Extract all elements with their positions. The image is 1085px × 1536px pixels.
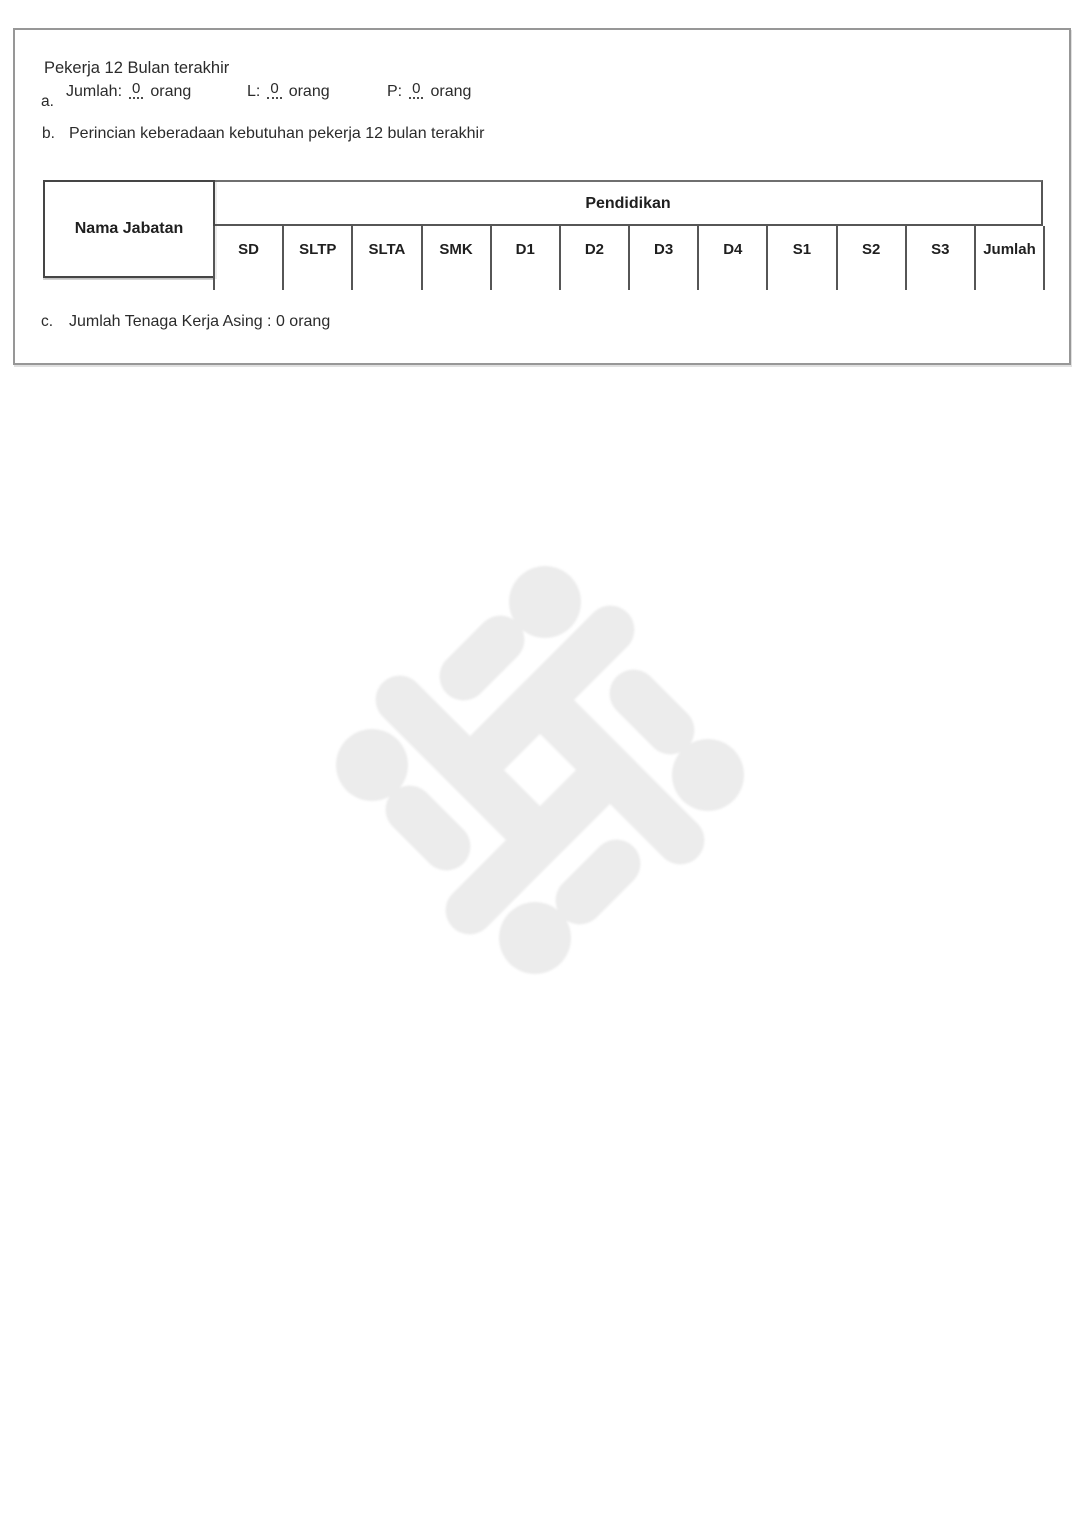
table-column-header-d2: D2 <box>559 226 628 290</box>
table-header-pendidikan: Pendidikan <box>215 180 1043 226</box>
field-value-blank: 0 <box>267 81 281 99</box>
table-subheader-row <box>213 226 1045 290</box>
table-column-header-sltp: SLTP <box>282 226 351 290</box>
table-column-header-slta: SLTA <box>351 226 420 290</box>
table-column-header-d4: D4 <box>697 226 766 290</box>
table-column-header-jumlah: Jumlah <box>974 226 1045 290</box>
table-column-header-s3: S3 <box>905 226 974 290</box>
field-unit: orang <box>150 83 192 100</box>
item-a-label: a. <box>41 93 54 110</box>
field-jumlah-perempuan <box>387 80 472 102</box>
form-section-box <box>13 28 1071 365</box>
field-label: L: <box>247 83 261 100</box>
table-column-header-smk: SMK <box>421 226 490 290</box>
table-column-header-s2: S2 <box>836 226 905 290</box>
field-jumlah-total <box>66 80 192 102</box>
item-b-label: b. <box>42 125 55 142</box>
table-column-header-s1: S1 <box>766 226 835 290</box>
kemnaker-watermark-logo <box>325 555 755 985</box>
field-label: Jumlah: <box>66 83 123 100</box>
field-value-blank: 0 <box>129 81 143 99</box>
table-header-nama-jabatan: Nama Jabatan <box>43 180 215 278</box>
field-label: P: <box>387 83 403 100</box>
field-jumlah-laki <box>247 80 330 102</box>
table-column-header-d1: D1 <box>490 226 559 290</box>
field-unit: orang <box>430 83 472 100</box>
field-value-blank: 0 <box>409 81 423 99</box>
section-title: Pekerja 12 Bulan terakhir <box>44 59 230 77</box>
field-unit: orang <box>288 83 330 100</box>
table-column-header-sd: SD <box>213 226 282 290</box>
item-b-text: Perincian keberadaan kebutuhan pekerja 12 bulan terakhir <box>69 125 485 142</box>
item-c-label: c. <box>41 313 54 330</box>
item-c-text: Jumlah Tenaga Kerja Asing : 0 orang <box>69 313 331 330</box>
pendidikan-table <box>43 180 1043 294</box>
table-column-header-d3: D3 <box>628 226 697 290</box>
